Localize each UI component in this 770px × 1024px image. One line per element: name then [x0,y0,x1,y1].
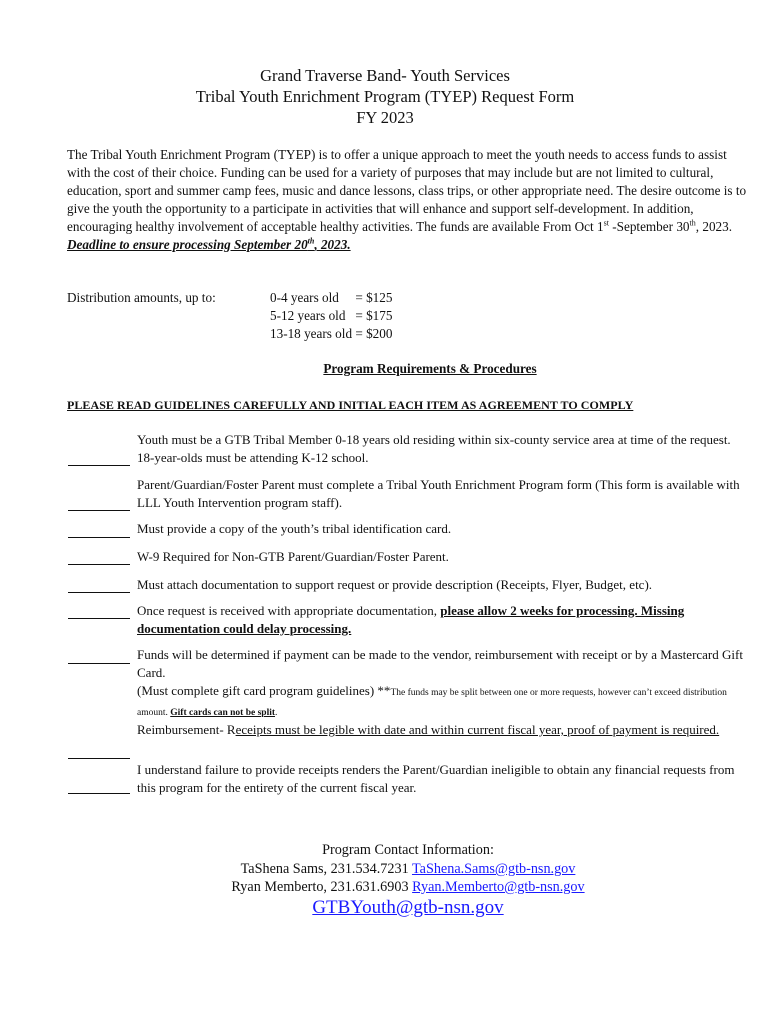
item-text: Once request is received with appropriate documentation, [137,603,441,618]
initial-line[interactable] [68,758,130,759]
contact-name-phone: Ryan Memberto, 231.631.6903 [231,879,413,895]
initial-line[interactable] [68,564,130,565]
distribution-row: 13-18 years old = $200 [270,326,393,341]
requirements-heading: Program Requirements & Procedures [323,361,537,376]
requirement-item: I understand failure to provide receipts renders the Parent/Guardian ineligible to obtain any financial requests from this program for the entirety of the current fiscal year. [137,762,735,795]
deadline-end: , 2023. [314,237,351,252]
requirement-item: Must provide a copy of the youth’s tribal identification card. [137,521,452,536]
initial-line[interactable] [68,465,130,466]
gift-card-no-split: Gift cards can not be split [170,708,276,718]
program-email [0,897,770,919]
deadline-text: Deadline to ensure processing September 20 [67,237,308,252]
requirement-item [137,646,749,722]
contact-name-phone: TaShena Sams, 231.534.7231 [240,861,412,877]
program-email-link[interactable]: GTBYouth@gtb-nsn.gov [312,897,504,918]
contact-person [0,878,770,897]
requirement-item: W-9 Required for Non-GTB Parent/Guardian/Foster Parent. [137,549,449,564]
gift-card-note-end: . [275,708,278,718]
requirement-item [137,602,749,638]
org-title: Grand Traverse Band- Youth Services [260,66,510,85]
fiscal-year: FY 2023 [356,108,414,127]
receipt-requirement: eceipts must be legible with date and within current fiscal year, proof of payment is required. [235,722,720,737]
distribution-row: 0-4 years old = $125 [270,290,393,305]
distribution-row: 5-12 years old = $175 [270,308,393,323]
intro-mid: -September 30 [608,219,690,234]
requirement-item: Parent/Guardian/Foster Parent must complete a Tribal Youth Enrichment Program form (This form is available with LLL Youth Intervention program staff). [137,477,740,510]
processing-notice: please allow 2 weeks for processing. Missing documentation could delay processing. [137,603,685,636]
email-link[interactable]: TaShena.Sams@gtb-nsn.gov [411,861,576,877]
gift-card-guideline: (Must complete gift card program guidelines) ** [137,683,391,698]
initial-line[interactable] [68,510,130,511]
contact-person [0,860,770,879]
requirement-item: Must attach documentation to support request or provide description (Receipts, Flyer, Budget, etc). [137,577,653,592]
initial-line[interactable] [68,592,130,593]
intro-paragraph [67,146,747,254]
intro-sup-st: st [603,218,609,228]
gift-card-note: The funds may be split between one or more requests, however can’t exceed distribution amount. [137,688,727,718]
guidelines-instruction: PLEASE READ GUIDELINES CAREFULLY AND INITIAL EACH ITEM AS AGREEMENT TO COMPLY [67,398,634,412]
intro-end: , 2023. [695,219,733,234]
item-text: Reimbursement- R [137,722,236,737]
requirement-item: Youth must be a GTB Tribal Member 0-18 years old residing within six-county service area at time of the request. 18-year-olds must be attending K-12 school. [137,432,731,465]
intro-sup-th: th [689,218,696,228]
distribution-label: Distribution amounts, up to: [67,290,216,305]
deadline-notice [67,237,351,252]
intro-text: The Tribal Youth Enrichment Program (TYEP) is to offer a unique approach to meet the youth needs to access funds to assist with the cost of their choice. Funding can be used for a variety of purposes that may include but are not limited to cultural, education, sport and summer camp fees, music and dance lessons, class trips, or other appropriate need. The desire outcome is to give the youth the opportunity to a participate in activities that will enhance and support self-development. In addition, encouraging healthy involvement of acceptable healthy activities. The funds are available From Oct 1 [67,147,747,234]
initial-line[interactable] [68,663,130,664]
requirement-item [137,721,749,739]
contact-heading: Program Contact Information: [322,842,494,858]
form-title: Tribal Youth Enrichment Program (TYEP) Request Form [195,87,575,106]
item-text: Funds will be determined if payment can be made to the vendor, reimbursement with receipt or by a Mastercard Gift Card. [137,647,743,680]
deadline-sup: th [307,236,315,246]
initial-line[interactable] [68,537,130,538]
initial-line[interactable] [68,793,130,794]
initial-line[interactable] [68,618,130,619]
email-link[interactable]: Ryan.Memberto@gtb-nsn.gov [412,879,585,895]
